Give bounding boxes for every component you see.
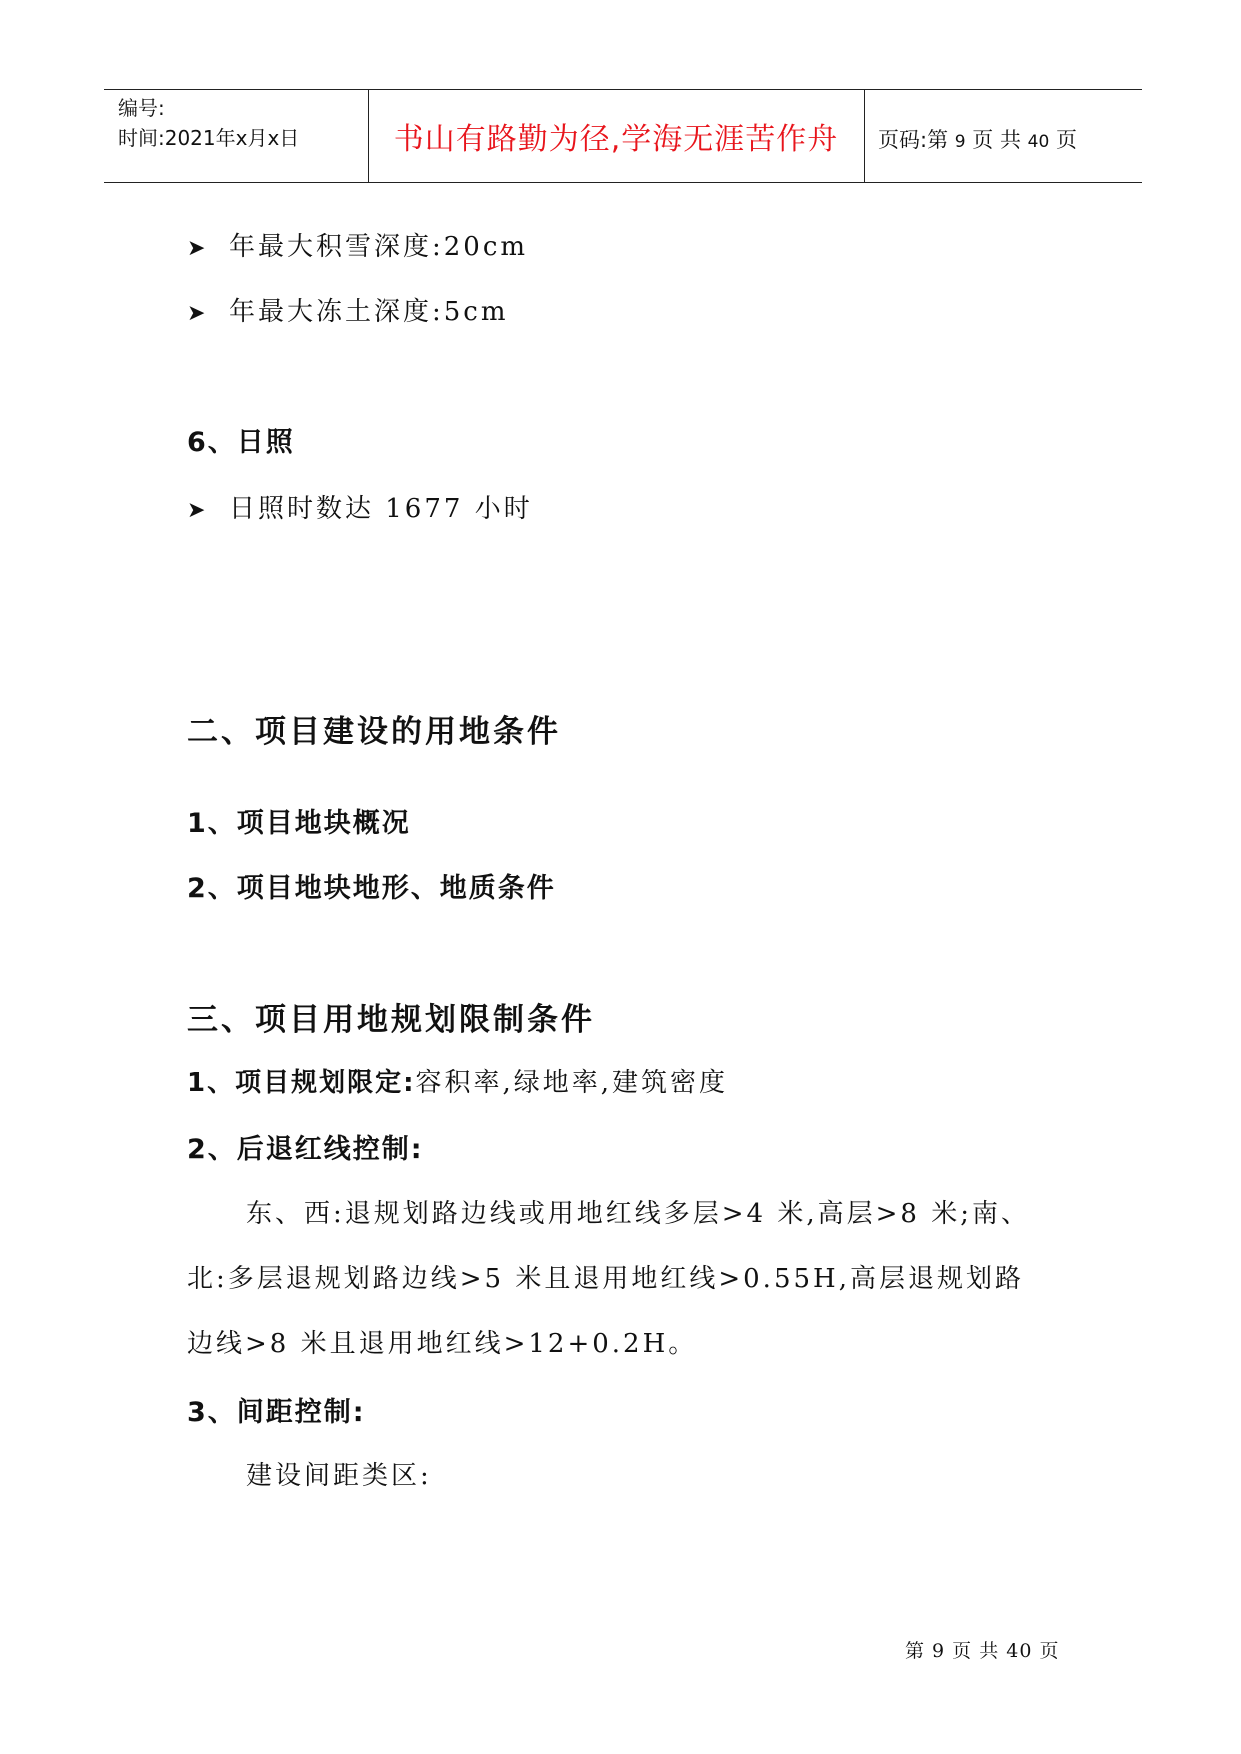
- header-left-cell: [104, 90, 369, 182]
- section-3-item-3: 3、间距控制:: [187, 1397, 366, 1428]
- paragraph-line-2: 北:多层退规划路边线>5 米且退用地红线>0.55H,高层退规划路: [187, 1264, 1024, 1294]
- page-code-total: 40: [1027, 132, 1050, 152]
- section-3-item-2: 2、后退红线控制:: [187, 1134, 424, 1165]
- bullet-item-snow: [187, 226, 528, 263]
- section-3-item-3-text: 建设间距类区:: [246, 1461, 432, 1491]
- bullet-item-frozen-soil: [187, 291, 509, 328]
- serial-label: 编号:: [118, 96, 165, 120]
- header-right-cell: [864, 90, 1142, 182]
- time-label: 时间:2021年x月x日: [118, 126, 300, 150]
- item-text: 容积率,绿地率,建筑密度: [415, 1068, 729, 1098]
- section-6-title: 6、日照: [187, 427, 295, 458]
- bullet-text: 年最大冻土深度:5cm: [229, 297, 509, 327]
- header-motto: 书山有路勤为径,学海无涯苦作舟: [393, 122, 839, 157]
- page-code-prefix: 页码:第: [878, 128, 949, 152]
- section-2-title: 二、项目建设的用地条件: [187, 714, 561, 750]
- page-footer: 第 9 页 共 40 页: [905, 1640, 1060, 1662]
- section-3-title: 三、项目用地规划限制条件: [187, 1002, 595, 1038]
- page-code-mid: 页 共: [972, 128, 1021, 152]
- page-header: [104, 89, 1142, 183]
- bullet-item-sunlight: [187, 488, 533, 525]
- page-code-number: 9: [954, 132, 966, 152]
- bullet-text: 日照时数达 1677 小时: [229, 494, 533, 524]
- bullet-text: 年最大积雪深度:20cm: [229, 232, 529, 262]
- arrow-bullet-icon: ➤: [187, 236, 206, 261]
- header-page-code: [878, 124, 1077, 154]
- item-label: 1、项目规划限定:: [187, 1068, 416, 1098]
- section-2-item-1: 1、项目地块概况: [187, 808, 411, 839]
- page-code-suffix: 页: [1055, 128, 1077, 152]
- header-middle-cell: [368, 90, 865, 182]
- paragraph-line-3: 边线>8 米且退用地红线>12+0.2H。: [187, 1329, 698, 1359]
- section-3-item-1: [187, 1062, 728, 1099]
- arrow-bullet-icon: ➤: [187, 301, 206, 326]
- arrow-bullet-icon: ➤: [187, 498, 206, 523]
- section-2-item-2: 2、项目地块地形、地质条件: [187, 873, 556, 904]
- paragraph-line-1: 东、西:退规划路边线或用地红线多层>4 米,高层>8 米;南、: [246, 1199, 1030, 1229]
